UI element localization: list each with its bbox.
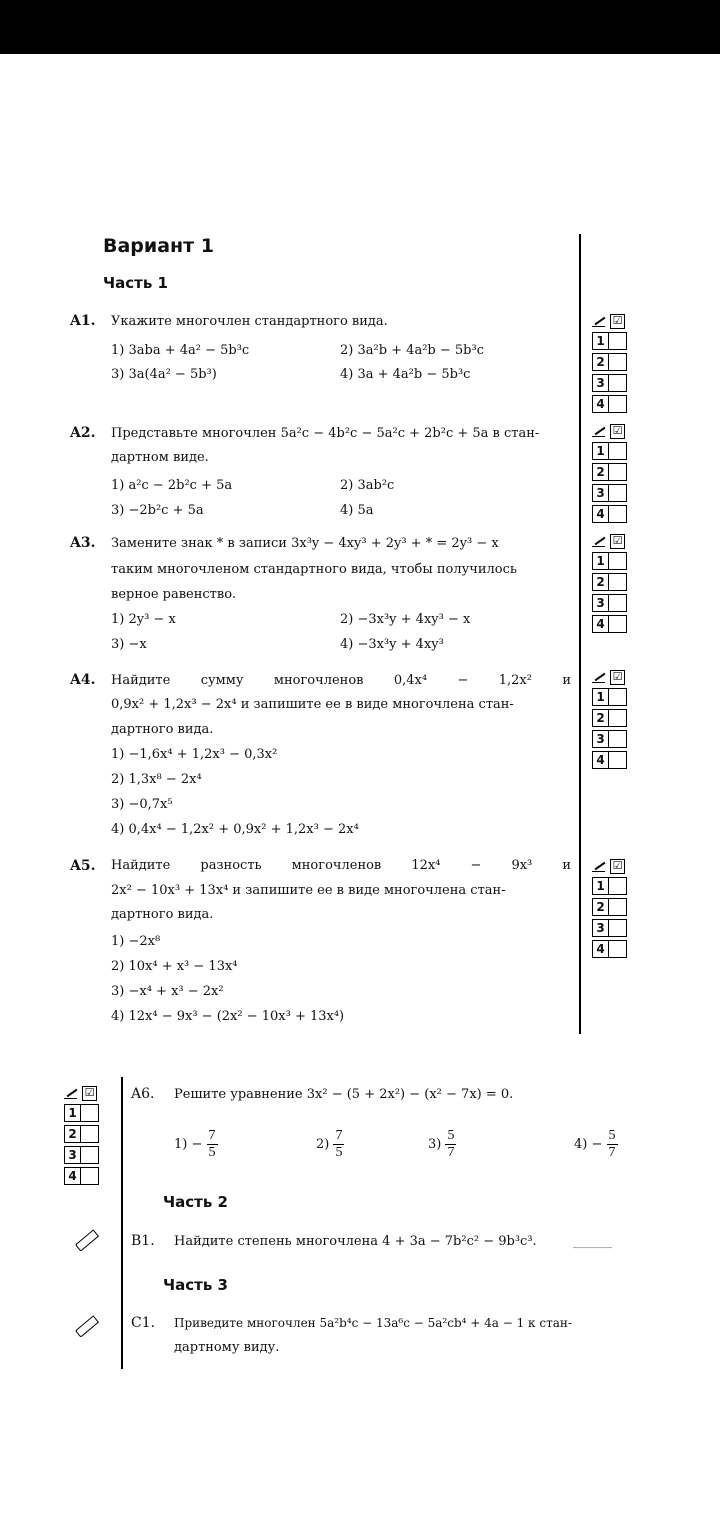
denominator: 7 xyxy=(447,1145,455,1160)
a2-option-3: 3) −2b²c + 5a xyxy=(111,503,204,518)
slot-number: 1 xyxy=(592,877,609,895)
slot-number: 4 xyxy=(592,395,609,413)
answer-cell[interactable] xyxy=(609,484,627,502)
answer-cell[interactable] xyxy=(81,1146,99,1164)
a6-option-1 xyxy=(174,1128,218,1161)
answer-cell[interactable] xyxy=(609,594,627,612)
a5-option-2: 2) 10x⁴ + x³ − 13x⁴ xyxy=(111,959,238,974)
question-a2-text-line2: дартном виде. xyxy=(111,450,209,465)
a1-option-4: 4) 3a + 4a²b − 5b³c xyxy=(340,367,471,382)
slot-number: 3 xyxy=(64,1146,81,1164)
slot-number: 3 xyxy=(592,919,609,937)
answer-slot[interactable] xyxy=(592,571,638,592)
a2-option-4: 4) 5a xyxy=(340,503,374,518)
answer-cell[interactable] xyxy=(81,1125,99,1143)
part-1-heading: Часть 1 xyxy=(103,274,168,292)
answer-slot[interactable] xyxy=(64,1144,110,1165)
pencil-icon xyxy=(72,1226,98,1252)
question-a2-text-line1: Представьте многочлен 5a²c − 4b²c − 5a²c + 2b²c + 5a в стан- xyxy=(111,426,540,441)
slot-number: 4 xyxy=(592,940,609,958)
a3-option-4: 4) −3x³y + 4xy³ xyxy=(340,637,444,652)
slot-number: 2 xyxy=(592,709,609,727)
answer-box-a1 xyxy=(592,312,638,414)
variant-title: Вариант 1 xyxy=(103,235,215,257)
question-a5-text-line3: дартного вида. xyxy=(111,907,214,922)
check-icon: ☑ xyxy=(82,1086,97,1101)
a6-option-2 xyxy=(316,1128,344,1161)
answer-cell[interactable] xyxy=(609,552,627,570)
slot-number: 2 xyxy=(592,463,609,481)
answer-slot[interactable] xyxy=(592,351,638,372)
answer-slot[interactable] xyxy=(592,875,638,896)
answer-slot[interactable] xyxy=(592,749,638,770)
numerator: 7 xyxy=(335,1128,343,1143)
answer-slot[interactable] xyxy=(592,330,638,351)
question-a3-text-line1: Замените знак * в записи 3x³y − 4xy³ + 2y³ + * = 2y³ − x xyxy=(111,536,499,551)
answer-cell[interactable] xyxy=(81,1104,99,1122)
answer-cell[interactable] xyxy=(609,709,627,727)
answer-slot[interactable] xyxy=(592,728,638,749)
option-label: 2) xyxy=(316,1137,330,1152)
slot-number: 2 xyxy=(592,353,609,371)
denominator: 7 xyxy=(608,1145,616,1160)
left-margin-rule xyxy=(121,1077,123,1369)
answer-slot[interactable] xyxy=(592,592,638,613)
question-c1-number: C1. xyxy=(131,1315,156,1331)
answer-cell[interactable] xyxy=(609,919,627,937)
answer-slot[interactable] xyxy=(592,938,638,959)
question-a3-number: A3. xyxy=(70,535,96,551)
answer-cell[interactable] xyxy=(609,940,627,958)
slot-number: 4 xyxy=(592,751,609,769)
answer-cell[interactable] xyxy=(609,730,627,748)
fraction xyxy=(445,1128,456,1161)
a4-option-1: 1) −1,6x⁴ + 1,2x³ − 0,3x² xyxy=(111,747,278,762)
fraction xyxy=(333,1128,344,1161)
answer-box-a5 xyxy=(592,857,638,959)
a1-option-2: 2) 3a²b + 4a²b − 5b³c xyxy=(340,343,484,358)
pen-icon xyxy=(592,671,608,683)
answer-slot[interactable] xyxy=(592,896,638,917)
question-a6-text: Решите уравнение 3x² − (5 + 2x²) − (x² − 7x) = 0. xyxy=(174,1087,514,1102)
answer-slot[interactable] xyxy=(592,613,638,634)
question-a3-text-line2: таким многочленом стандартного вида, чтобы получилось xyxy=(111,562,517,577)
a6-option-4 xyxy=(574,1128,618,1161)
b1-answer-blank[interactable]: ______ xyxy=(573,1234,612,1249)
answer-cell[interactable] xyxy=(609,353,627,371)
slot-number: 2 xyxy=(64,1125,81,1143)
a6-option-3 xyxy=(428,1128,456,1161)
option-sign: − xyxy=(191,1137,203,1152)
a5-option-1: 1) −2x⁸ xyxy=(111,934,161,949)
check-icon: ☑ xyxy=(610,314,625,329)
slot-number: 2 xyxy=(592,573,609,591)
slot-number: 3 xyxy=(592,730,609,748)
slot-number: 4 xyxy=(64,1167,81,1185)
answer-slot[interactable] xyxy=(64,1102,110,1123)
answer-slot[interactable] xyxy=(592,482,638,503)
answer-cell[interactable] xyxy=(609,898,627,916)
answer-cell[interactable] xyxy=(609,573,627,591)
answer-slot[interactable] xyxy=(592,917,638,938)
answer-cell[interactable] xyxy=(609,332,627,350)
answer-cell[interactable] xyxy=(609,688,627,706)
fraction xyxy=(207,1128,218,1161)
answer-cell[interactable] xyxy=(609,751,627,769)
a4-option-2: 2) 1,3x⁸ − 2x⁴ xyxy=(111,772,202,787)
answer-slot[interactable] xyxy=(64,1165,110,1186)
check-icon: ☑ xyxy=(610,670,625,685)
question-a6-number: A6. xyxy=(131,1086,155,1102)
answer-slot[interactable] xyxy=(592,503,638,524)
slot-number: 1 xyxy=(592,552,609,570)
pen-icon xyxy=(592,425,608,437)
slot-number: 3 xyxy=(592,594,609,612)
pen-icon xyxy=(592,315,608,327)
part-2-heading: Часть 2 xyxy=(163,1193,228,1211)
denominator: 5 xyxy=(335,1145,343,1160)
question-a1-number: A1. xyxy=(70,313,96,329)
part-3-heading: Часть 3 xyxy=(163,1276,228,1294)
pen-icon xyxy=(592,860,608,872)
a1-option-1: 1) 3aba + 4a² − 5b³c xyxy=(111,343,250,358)
option-label: 1) xyxy=(174,1137,188,1152)
numerator: 5 xyxy=(447,1128,455,1143)
slot-number: 1 xyxy=(592,332,609,350)
answer-box-a6 xyxy=(64,1084,110,1186)
question-b1-text: Найдите степень многочлена 4 + 3a − 7b²c² − 9b³c³. xyxy=(174,1234,537,1249)
answer-cell[interactable] xyxy=(609,395,627,413)
top-black-bar xyxy=(0,0,720,54)
a2-option-2: 2) 3ab²c xyxy=(340,478,395,493)
numerator: 5 xyxy=(608,1128,616,1143)
a3-option-2: 2) −3x³y + 4xy³ − x xyxy=(340,612,471,627)
answer-slot[interactable] xyxy=(592,393,638,414)
answer-box-a4 xyxy=(592,668,638,770)
slot-number: 1 xyxy=(592,688,609,706)
question-a1-text: Укажите многочлен стандартного вида. xyxy=(111,314,388,329)
a5-option-4: 4) 12x⁴ − 9x³ − (2x² − 10x³ + 13x⁴) xyxy=(111,1009,345,1024)
question-a5-text-line2: 2x² − 10x³ + 13x⁴ и запишите ее в виде многочлена стан- xyxy=(111,883,506,898)
check-icon: ☑ xyxy=(610,534,625,549)
right-margin-rule xyxy=(579,234,581,1034)
answer-slot[interactable] xyxy=(592,707,638,728)
question-a4-text-line1: Найдите сумму многочленов 0,4x⁴ − 1,2x² и xyxy=(111,673,571,688)
answer-slot[interactable] xyxy=(592,440,638,461)
a5-option-3: 3) −x⁴ + x³ − 2x² xyxy=(111,984,224,999)
option-label: 4) xyxy=(574,1137,588,1152)
question-a4-number: A4. xyxy=(70,672,96,688)
fraction xyxy=(607,1128,618,1161)
option-label: 3) xyxy=(428,1137,442,1152)
question-c1-text-line2: дартному виду. xyxy=(174,1340,280,1355)
a3-option-1: 1) 2y³ − x xyxy=(111,612,176,627)
answer-box-a3 xyxy=(592,532,638,634)
a4-option-4: 4) 0,4x⁴ − 1,2x² + 0,9x² + 1,2x³ − 2x⁴ xyxy=(111,822,359,837)
a1-option-3: 3) 3a(4a² − 5b³) xyxy=(111,367,217,382)
a2-option-1: 1) a²c − 2b²c + 5a xyxy=(111,478,233,493)
answer-slot[interactable] xyxy=(64,1123,110,1144)
slot-number: 3 xyxy=(592,374,609,392)
answer-cell[interactable] xyxy=(609,505,627,523)
answer-cell[interactable] xyxy=(609,442,627,460)
pencil-icon xyxy=(72,1312,98,1338)
pen-icon xyxy=(592,535,608,547)
slot-number: 2 xyxy=(592,898,609,916)
slot-number: 4 xyxy=(592,615,609,633)
slot-number: 3 xyxy=(592,484,609,502)
question-b1-number: B1. xyxy=(131,1233,155,1249)
option-sign: − xyxy=(591,1137,603,1152)
answer-slot[interactable] xyxy=(592,686,638,707)
question-a4-text-line2: 0,9x² + 1,2x³ − 2x⁴ и запишите ее в виде многочлена стан- xyxy=(111,697,514,712)
a4-option-3: 3) −0,7x⁵ xyxy=(111,797,173,812)
answer-cell[interactable] xyxy=(609,615,627,633)
numerator: 7 xyxy=(208,1128,216,1143)
slot-number: 1 xyxy=(64,1104,81,1122)
question-a5-number: A5. xyxy=(70,858,96,874)
question-a3-text-line3: верное равенство. xyxy=(111,587,237,602)
question-a5-text-line1: Найдите разность многочленов 12x⁴ − 9x³ и xyxy=(111,858,571,873)
answer-cell[interactable] xyxy=(609,374,627,392)
answer-slot[interactable] xyxy=(592,461,638,482)
check-icon: ☑ xyxy=(610,424,625,439)
question-a2-number: A2. xyxy=(70,425,96,441)
answer-cell[interactable] xyxy=(609,877,627,895)
pen-icon xyxy=(64,1087,80,1099)
a3-option-3: 3) −x xyxy=(111,637,147,652)
answer-slot[interactable] xyxy=(592,372,638,393)
slot-number: 4 xyxy=(592,505,609,523)
answer-cell[interactable] xyxy=(609,463,627,481)
answer-cell[interactable] xyxy=(81,1167,99,1185)
answer-box-a2 xyxy=(592,422,638,524)
question-a4-text-line3: дартного вида. xyxy=(111,722,214,737)
answer-slot[interactable] xyxy=(592,550,638,571)
slot-number: 1 xyxy=(592,442,609,460)
denominator: 5 xyxy=(208,1145,216,1160)
question-c1-text-line1: Приведите многочлен 5a²b⁴c − 13a⁶c − 5a²cb⁴ + 4a − 1 к стан- xyxy=(174,1316,572,1330)
check-icon: ☑ xyxy=(610,859,625,874)
